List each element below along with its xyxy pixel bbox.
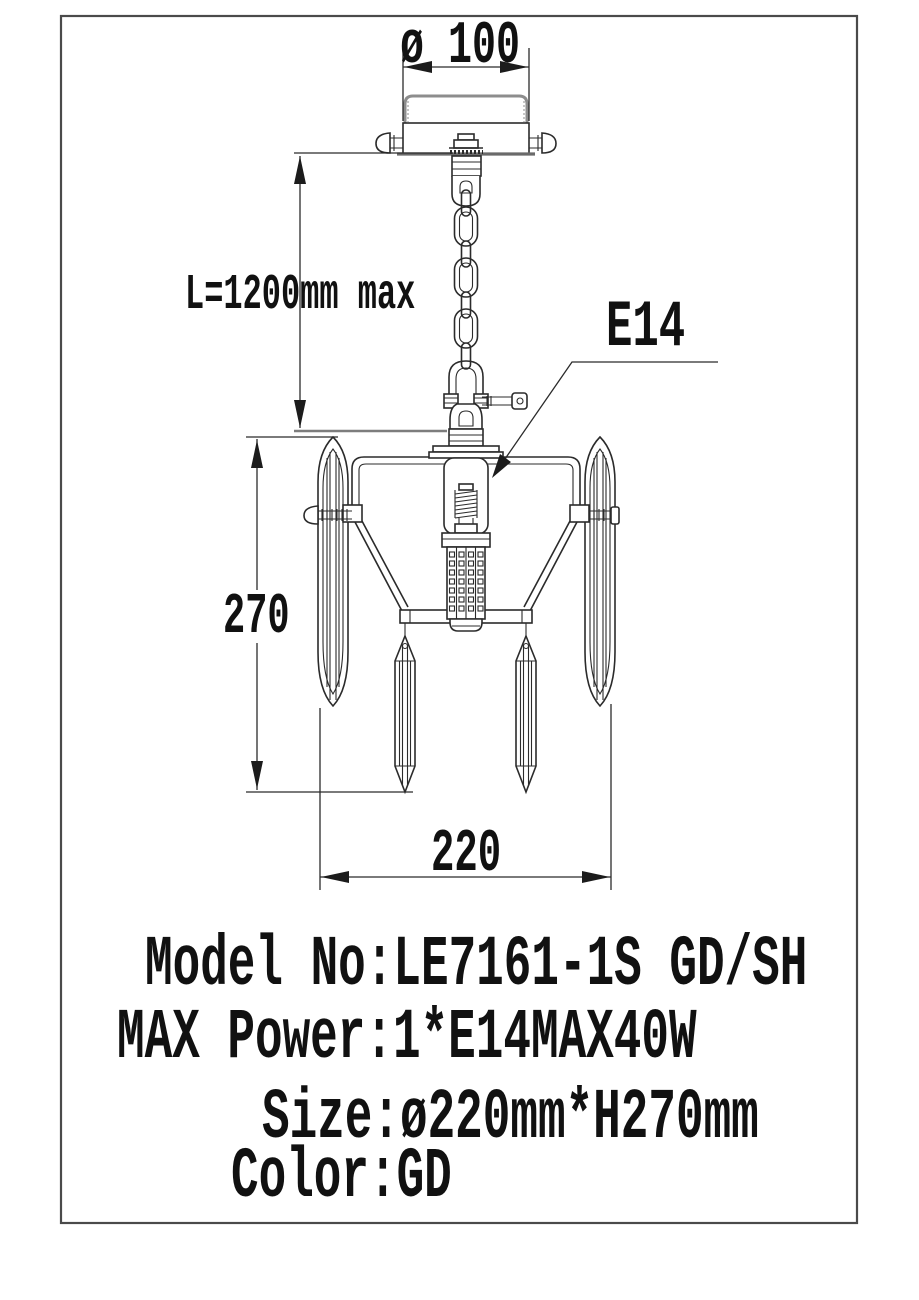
spec-text-block: [117, 926, 807, 1219]
mounting-plate: [429, 446, 503, 458]
dim-width: [320, 704, 611, 890]
dim-width-text: 220: [431, 821, 502, 890]
crystal-shade-right: [585, 437, 615, 706]
dim-diameter: [400, 14, 529, 121]
spec-power: MAX Power:1*E14MAX40W: [117, 998, 697, 1080]
crystal-drop-left: [395, 636, 415, 792]
spec-model: Model No:LE7161-1S GD/SH: [145, 925, 808, 1007]
crystal-shade-left: [318, 437, 348, 706]
dim-height-text: 270: [223, 585, 290, 650]
socket-collar: [442, 533, 490, 547]
canopy-connector: [452, 156, 481, 206]
spec-size: Size:ø220mm*H270mm: [262, 1078, 759, 1160]
crystal-drop-right: [516, 636, 536, 792]
dim-chain-length-text: L=1200mm max: [185, 266, 416, 324]
hanging-chain: [455, 190, 478, 369]
spec-color: Color:GD: [231, 1137, 452, 1219]
dim-diameter-text: ø 100: [400, 13, 521, 81]
socket-label-text: E14: [606, 289, 686, 366]
shackle-connector: [444, 361, 488, 408]
canopy-screw-right: [529, 133, 556, 153]
led-corn-bulb: [447, 547, 485, 631]
canopy-screw-left: [376, 133, 403, 153]
dim-chain-length: [185, 153, 453, 431]
